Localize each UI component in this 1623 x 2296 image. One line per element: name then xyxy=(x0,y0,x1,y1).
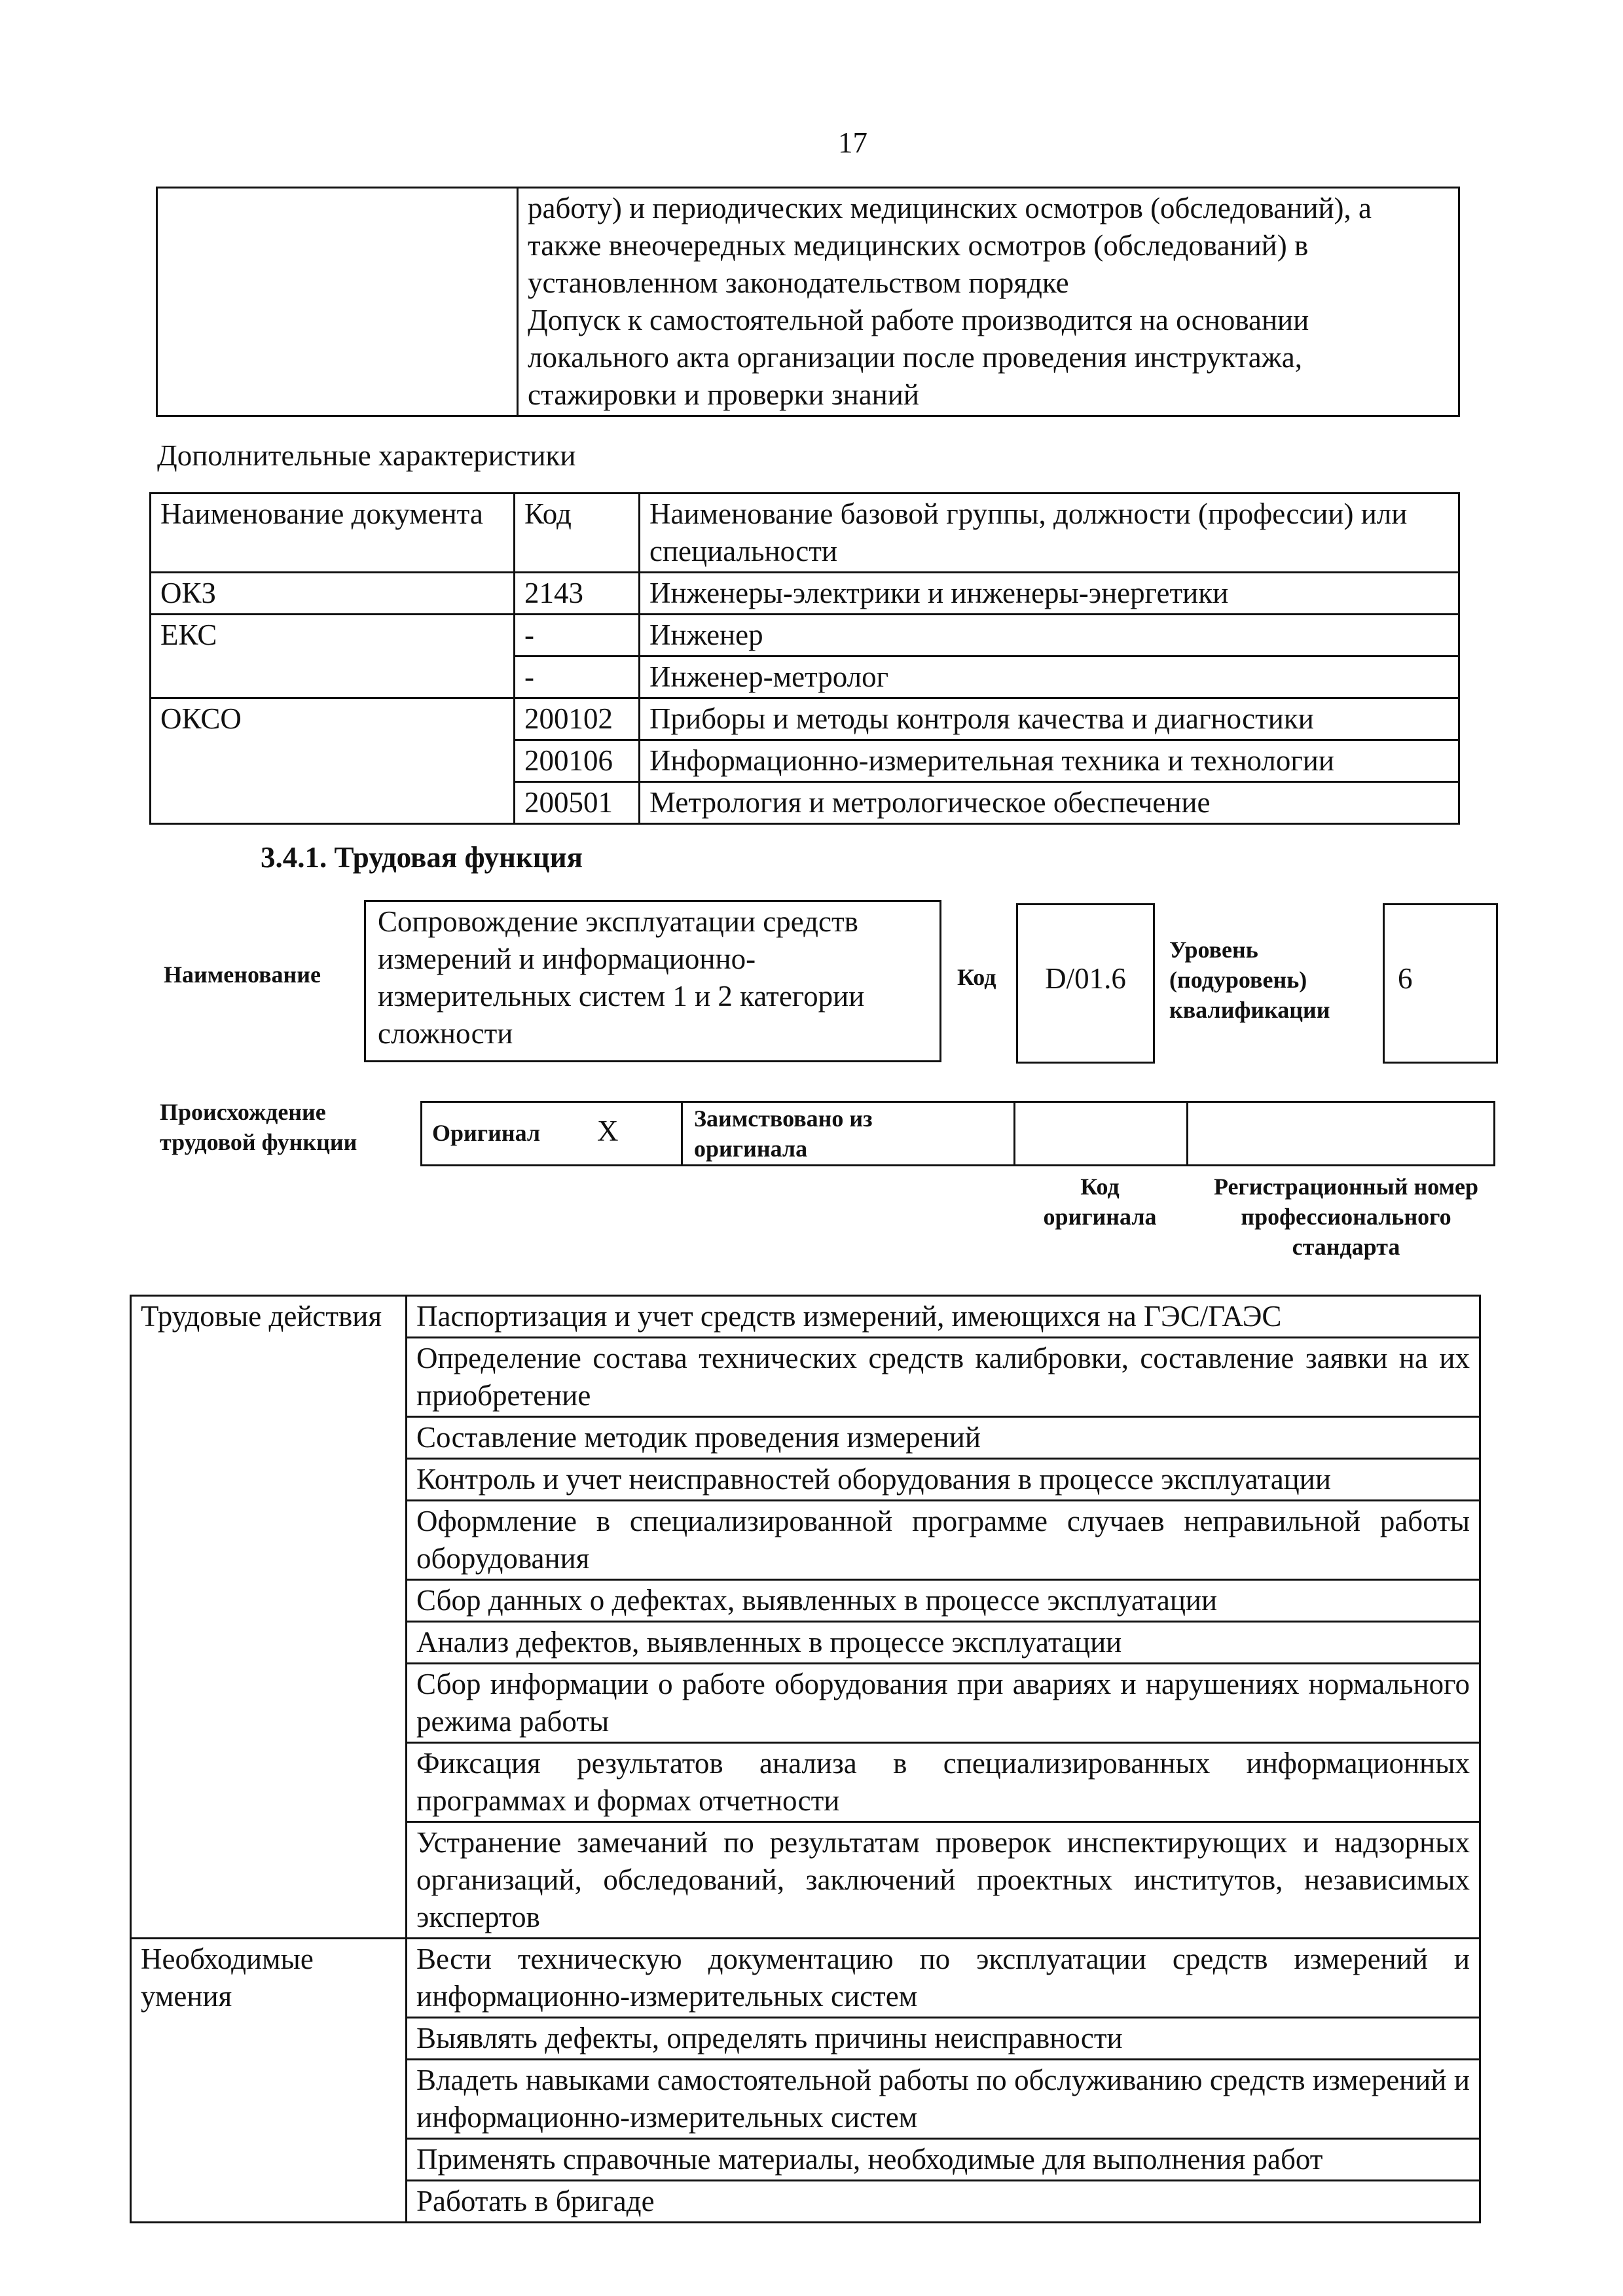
row-name: Инженеры-электрики и инженеры-энергетики xyxy=(640,573,1459,615)
row-code: 200106 xyxy=(515,740,640,782)
action-item: Составление методик проведения измерений xyxy=(407,1417,1480,1459)
row-code: - xyxy=(515,615,640,656)
name-label: Наименование xyxy=(164,961,321,988)
row-doc: ЕКС xyxy=(151,615,515,698)
row-doc: ОКСО xyxy=(151,698,515,824)
skill-item: Владеть навыками самостоятельной работы по обслуживанию средств измерений и информационно-измерительных систем xyxy=(407,2060,1480,2139)
row-name: Приборы и методы контроля качества и диагностики xyxy=(640,698,1459,740)
top-line: установленном законодательством порядке xyxy=(528,266,1069,299)
action-item: Контроль и учет неисправностей оборудования в процессе эксплуатации xyxy=(407,1459,1480,1501)
row-code: 200102 xyxy=(515,698,640,740)
top-line: стажировки и проверки знаний xyxy=(528,378,919,411)
level-value: 6 xyxy=(1398,962,1413,995)
table-row xyxy=(151,573,1459,615)
top-line: локального акта организации после проведения инструктажа, xyxy=(528,341,1302,374)
row-name: Инженер xyxy=(640,615,1459,656)
top-continuation-table xyxy=(156,187,1460,417)
level-box xyxy=(1383,903,1498,1064)
top-line: Допуск к самостоятельной работе производится на основании xyxy=(528,304,1309,336)
function-name-box xyxy=(364,900,941,1062)
header-doc: Наименование документа xyxy=(151,493,515,573)
table-row xyxy=(131,1939,1480,2018)
function-code-value: D/01.6 xyxy=(1045,962,1126,995)
top-line: работу) и периодических медицинских осмотров (обследований), а xyxy=(528,192,1372,224)
actions-label: Трудовые действия xyxy=(131,1296,407,1939)
function-name-value: Сопровождение эксплуатации средств измерений и информационно-измерительных систем 1 и 2 категории сложности xyxy=(378,905,865,1050)
action-item: Фиксация результатов анализа в специализированных информационных программах и формах отчетности xyxy=(407,1743,1480,1822)
row-name: Инженер-метролог xyxy=(640,656,1459,698)
table-row xyxy=(151,615,1459,656)
table-row xyxy=(131,1296,1480,1338)
original-label: Оригинал xyxy=(432,1120,541,1146)
action-item: Устранение замечаний по результатам проверок инспектирующих и надзорных организаций, обследований, заключений проектных институтов, независимых экспертов xyxy=(407,1822,1480,1939)
borrowed-label: Заимствовано из оригинала xyxy=(694,1105,873,1162)
additional-table xyxy=(149,492,1460,825)
top-text-cell xyxy=(518,188,1459,416)
row-code: 2143 xyxy=(515,573,640,615)
actions-skills-table xyxy=(130,1295,1481,2223)
action-item: Паспортизация и учет средств измерений, имеющихся на ГЭС/ГАЭС xyxy=(407,1296,1480,1338)
origin-box xyxy=(420,1101,1495,1166)
skill-item: Выявлять дефекты, определять причины неисправности xyxy=(407,2018,1480,2060)
table-header-row xyxy=(151,493,1459,573)
header-code: Код xyxy=(515,493,640,573)
row-name: Метрология и метрологическое обеспечение xyxy=(640,782,1459,824)
code-label: Код xyxy=(957,964,996,990)
top-line: также внеочередных медицинских осмотров (обследований) в xyxy=(528,229,1309,262)
skill-item: Применять справочные материалы, необходимые для выполнения работ xyxy=(407,2139,1480,2181)
reg-number-caption: Регистрационный номер профессионального стандарта xyxy=(1213,1174,1479,1260)
origin-divider xyxy=(1013,1101,1015,1166)
skill-item: Вести техническую документацию по эксплуатации средств измерений и информационно-измерительных систем xyxy=(407,1939,1480,2018)
row-name: Информационно-измерительная техника и технологии xyxy=(640,740,1459,782)
origin-divider xyxy=(1186,1101,1188,1166)
row-doc: ОКЗ xyxy=(151,573,515,615)
additional-heading: Дополнительные характеристики xyxy=(157,439,576,472)
level-label: Уровень (подуровень) квалификации xyxy=(1169,937,1330,1023)
action-item: Анализ дефектов, выявленных в процессе эксплуатации xyxy=(407,1622,1480,1664)
top-empty-cell xyxy=(157,188,518,416)
origin-divider xyxy=(681,1101,683,1166)
action-item: Сбор данных о дефектах, выявленных в процессе эксплуатации xyxy=(407,1580,1480,1622)
table-row xyxy=(151,698,1459,740)
function-heading: 3.4.1. Трудовая функция xyxy=(261,841,583,874)
page-number: 17 xyxy=(838,126,867,159)
row-code: 200501 xyxy=(515,782,640,824)
skills-label: Необходимые умения xyxy=(131,1939,407,2223)
header-name: Наименование базовой группы, должности (профессии) или специальности xyxy=(640,493,1459,573)
action-item: Определение состава технических средств калибровки, составление заявки на их приобретение xyxy=(407,1338,1480,1417)
origin-label: Происхождение трудовой функции xyxy=(160,1099,357,1155)
code-original-caption: Код оригинала xyxy=(1043,1174,1157,1230)
original-mark: X xyxy=(597,1115,619,1147)
skill-item: Работать в бригаде xyxy=(407,2181,1480,2223)
action-item: Оформление в специализированной программе случаев неправильной работы оборудования xyxy=(407,1501,1480,1580)
action-item: Сбор информации о работе оборудования при авариях и нарушениях нормального режима работы xyxy=(407,1664,1480,1743)
row-code: - xyxy=(515,656,640,698)
function-code-box xyxy=(1016,903,1155,1064)
